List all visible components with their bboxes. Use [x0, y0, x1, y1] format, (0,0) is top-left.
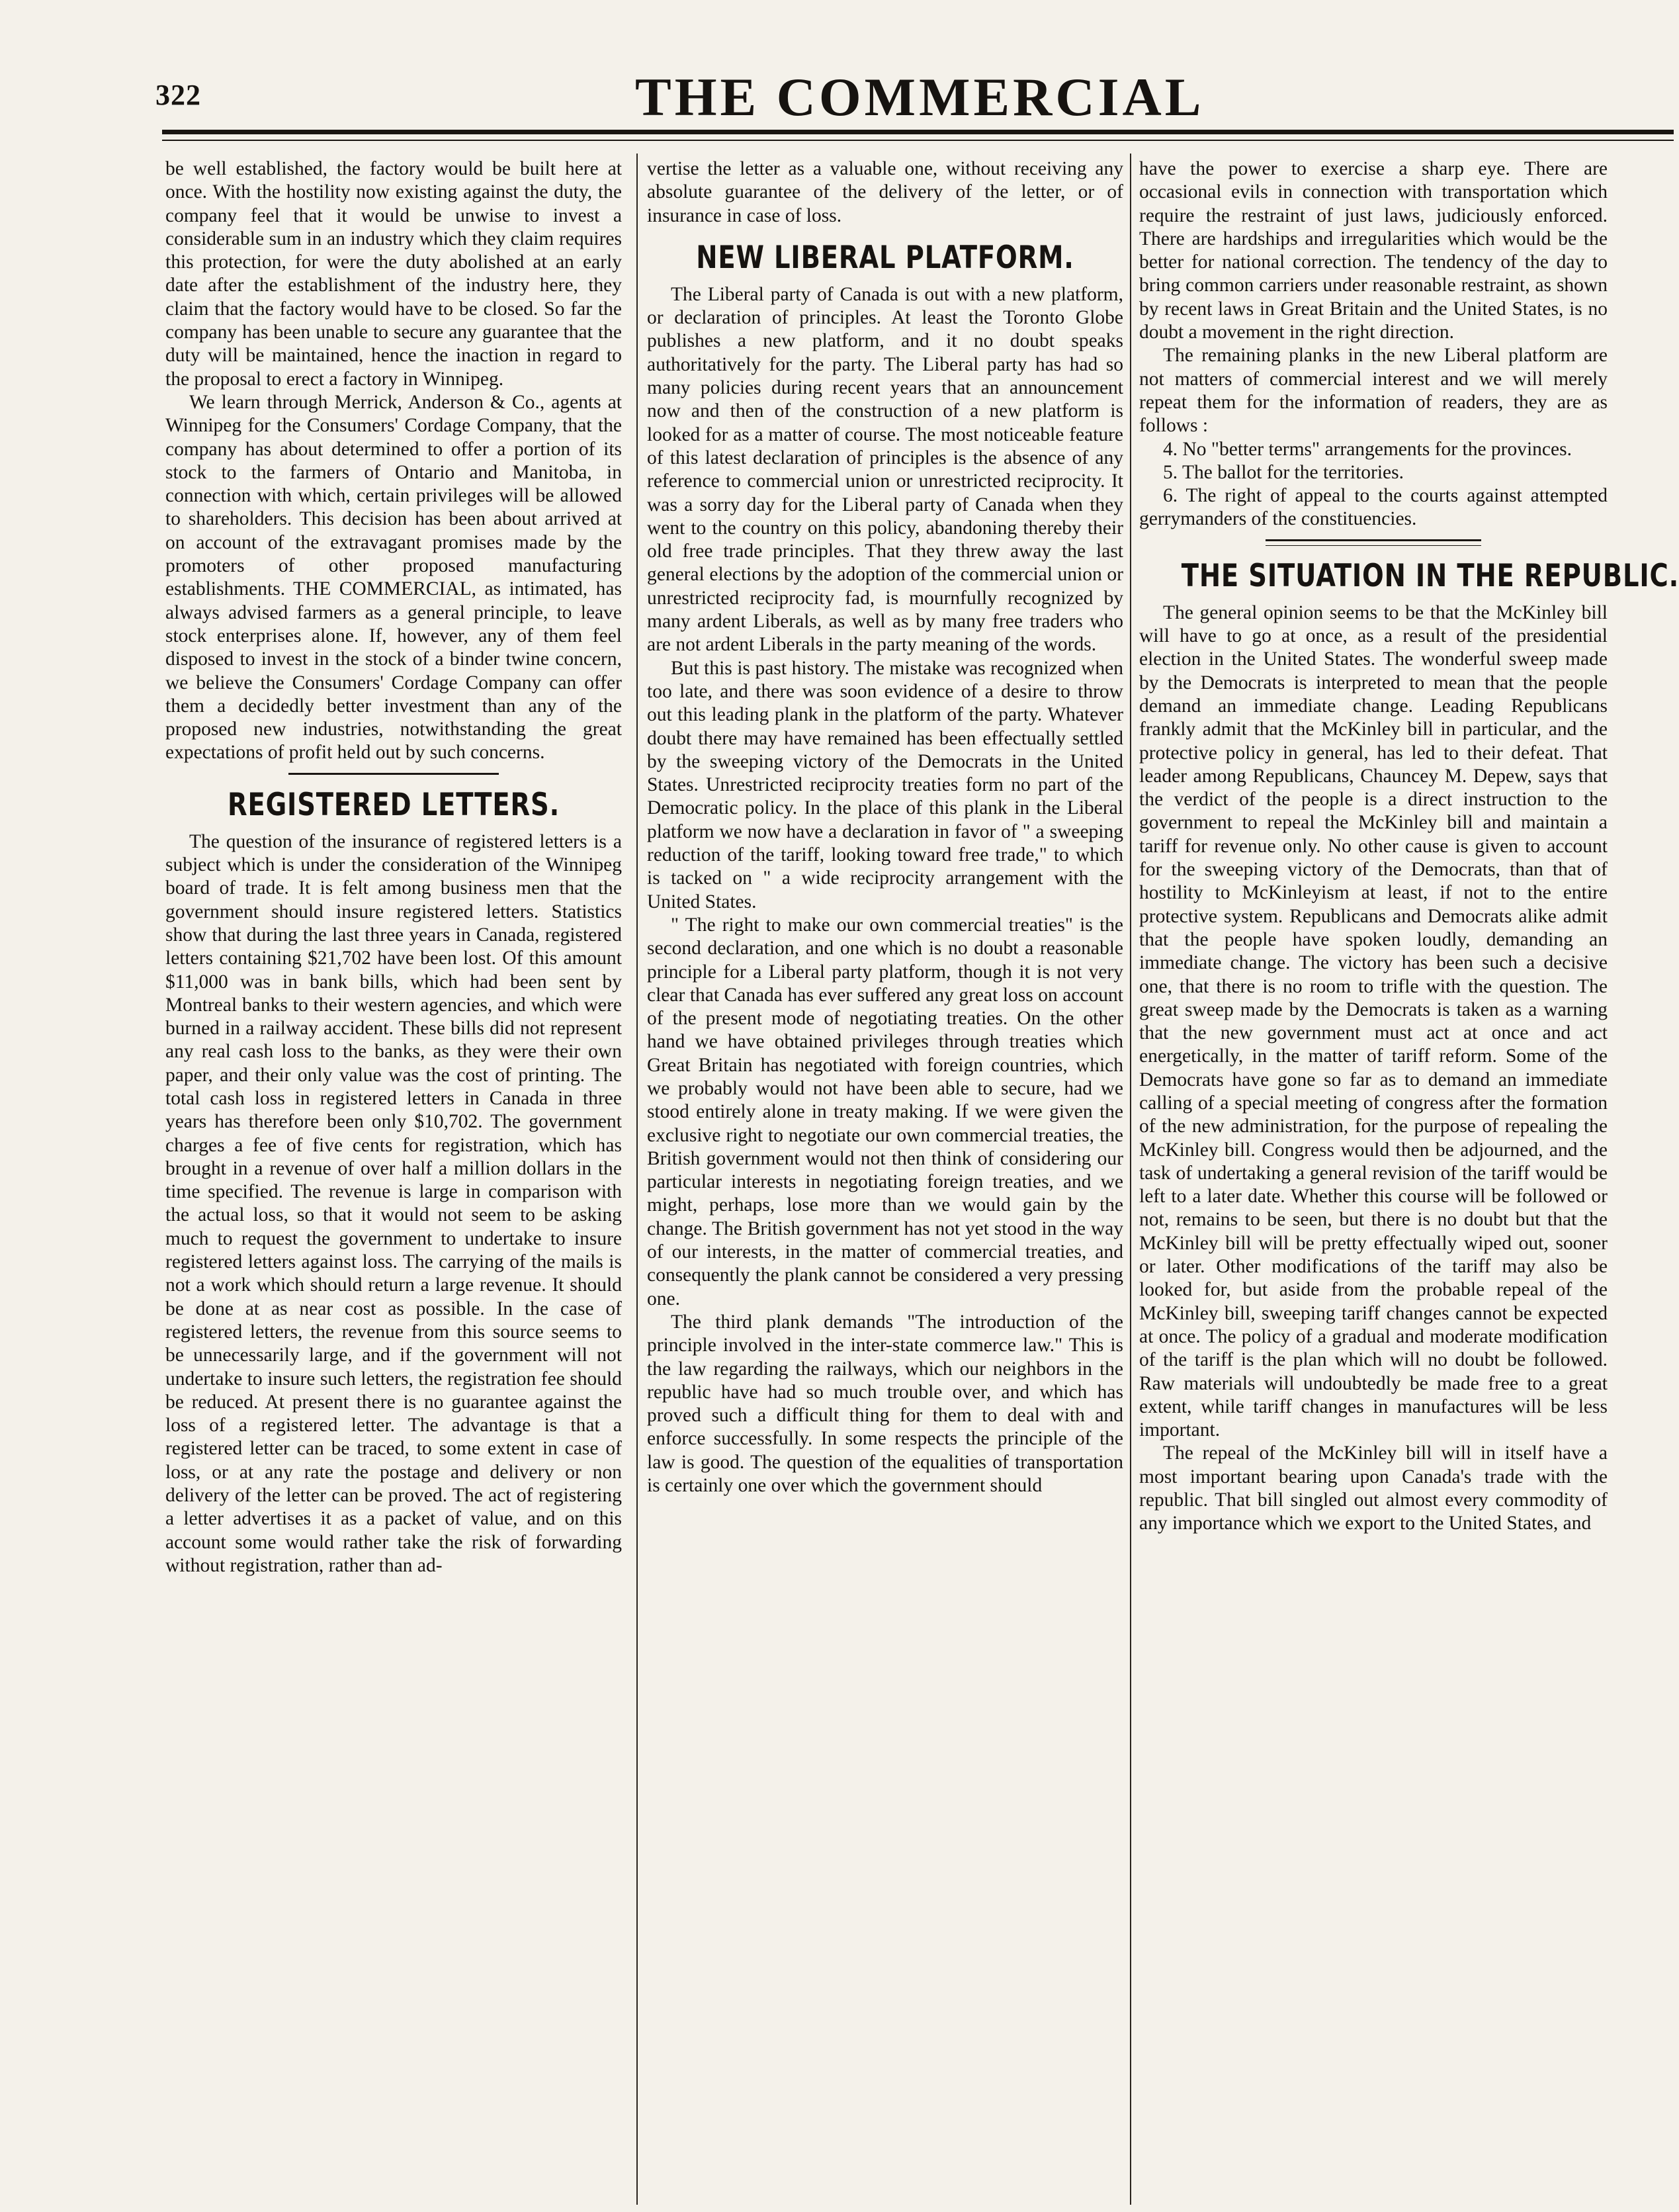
- list-item: 4. No "better terms" arrangements for the provinces.: [1163, 438, 1572, 460]
- article-paragraph: have the power to exercise a sharp eye. There are occasional evils in connection with transportation which require the restraint of just laws, judiciously enforced. There are hardships and irregularities which would be the better for national correction. The tendency of the day to bring common carriers under reasonable restraint, as shown by recent laws in Great Britain and the United States, is no doubt a movement in the right direction.: [1139, 158, 1608, 343]
- article-paragraph: The question of the insurance of registered letters is a subject which is under the consideration of the Winnipeg board of trade. It is felt among business men that the government should insure registered letters. Statistics show that during the last three years in Canada, registered letters containing $21,702 have been lost. Of this amount $11,000 was in bank bills, which had been sent by Montreal banks to their western agencies, and which were burned in a railway accident. These bills did not represent any real cash loss to the banks, as they were their own paper, and their only value was the cost of printing. The total cash loss in registered letters in Canada in three years has therefore been only $10,702. The government charges a fee of five cents for registration, which has brought in a revenue of over half a million dollars in the time specified. The revenue is large in comparison with the actual loss, so that it would not seem to be asking much to request the government to undertake to insure registered letters against loss. The carrying of the mails is not a work which should return a large revenue. It should be done at as near cost as possible. In the case of registered letters, the revenue from this source seems to be unnecessarily large, and if the government will not undertake to insure such letters, the registration fee should be reduced. At present there is no guarantee against the loss of a registered letter. The advantage is that a registered letter can be traced, to some extent in case of loss, or at any rate the postage and delivery or non delivery of the letter can be proved. The act of registering a letter advertises it as a packet of value, and on this account some would rather take the risk of forwarding without registration, rather than ad-: [165, 830, 622, 1576]
- column-divider: [1130, 154, 1131, 2205]
- section-divider-thin: [1266, 545, 1481, 546]
- column-divider: [636, 154, 638, 2205]
- article-paragraph: be well established, the factory would be built here at once. With the hostility now existing against the duty, the company feel that it would be unwise to invest a considerable sum in an industry which they claim requires this protection, for were the duty abolished at an early date after the establishment of the industry here, they claim that the factory would have to be closed. So far the company has been unable to secure any guarantee that the duty will be maintained, hence the inaction in regard to the proposal to erect a factory in Winnipeg.: [165, 158, 622, 390]
- article-paragraph: We learn through Merrick, Anderson & Co., agents at Winnipeg for the Consumers' Cordage Company, that the company has about determined to offer a portion of its stock to the farmers of Ontario and Manitoba, in connection with which, certain privileges will be allowed to shareholders. This decision has been about arrived at on account of the extravagant promises made by the promoters of other proposed manufacturing establishments. THE COMMERCIAL, as intimated, has always advised farmers as a general principle, to leave stock enterprises alone. If, however, any of them feel disposed to invest in the stock of a binder twine concern, we believe the Consumers' Cordage Company can offer them a decidedly better investment than any of the proposed new industries, notwithstanding the great expectations of profit held out by such concerns.: [165, 391, 622, 764]
- article-paragraph: The general opinion seems to be that the McKinley bill will have to go at once, as a result of the presidential election in the United States. The wonderful sweep made by the Democrats is interpreted to mean that the people demand an immediate change. Leading Republicans frankly admit that the McKinley bill in particular, and the protective policy in general, has led to their defeat. That leader among Republicans, Chauncey M. Depew, says that the verdict of the people is a direct instruction to the government to repeal the McKinley bill and maintain a tariff for revenue only. No other cause is given to account for the sweeping victory of the Democrats, than that of hostility to McKinleyism at least, if not to the entire protective system. Republicans and Democrats alike admit that the people have spoken loudly, demanding an immediate change. The victory has been such a decisive one, that there is no room to trifle with the question. The great sweep made by the Democrats is taken as a warning that the new government must act at once and act energetically, in the matter of tariff reform. Some of the Democrats have gone so far as to demand an immediate calling of a special meeting of congress after the formation of the new administration, for the purpose of repealing the McKinley bill. Congress would then be adjourned, and the task of undertaking a general revision of the tariff would be left to a later date. Whether this course will be followed or not, remains to be seen, but there is no doubt but that the McKinley bill will be pretty effectually wiped out, sooner or later. Other modifications of the tariff may also be looked for, but aside from the probable repeal of the McKinley bill, sweeping tariff changes cannot be expected at once. The policy of a gradual and moderate modification of the tariff is the plan which will no doubt be followed. Raw materials will undoubtedly be made free to a great extent, while tariff changes in manufactures will be less important.: [1139, 601, 1608, 1441]
- column-2: [647, 157, 1123, 2202]
- article-paragraph: The repeal of the McKinley bill will in itself have a most important bearing upon Canada's trade with the republic. That bill singled out almost every commodity of any importance which we export to the United States, and: [1139, 1442, 1608, 1534]
- article-paragraph: But this is past history. The mistake was recognized when too late, and there was soon evidence of a desire to throw out this leading plank in the platform of the party. Whatever doubt there may have remained has been effectually settled by the sweeping victory of the Democrats in the United States. Unrestricted reciprocity treaties form no part of the Democratic policy. In the place of this plank in the Liberal platform we now have a declaration in favor of " a sweeping reduction of the tariff, looking toward free trade," to which is tacked on " a wide reciprocity arrangement with the United States.: [647, 657, 1123, 912]
- article-paragraph: The remaining planks in the new Liberal platform are not matters of commercial interest and we will merely repeat them for the information of readers, they are as follows :: [1139, 345, 1608, 437]
- header-rule-thin: [162, 140, 1674, 141]
- page-number: 322: [155, 79, 201, 111]
- header-rule: [162, 130, 1674, 134]
- list-item: 5. The ballot for the territories.: [1163, 461, 1404, 483]
- headline-new-liberal-platform: NEW LIBERAL PLATFORM.: [696, 239, 1074, 276]
- section-divider: [288, 773, 498, 775]
- article-paragraph: vertise the letter as a valuable one, without receiving any absolute guarantee of the delivery of the letter, or of insurance in case of loss.: [647, 158, 1123, 226]
- headline-registered-letters: REGISTERED LETTERS.: [227, 786, 560, 823]
- article-paragraph: " The right to make our own commercial treaties" is the second declaration, and one which is no doubt a reasonable principle for a Liberal party platform, though it is not very clear that Canada has ever suffered any great loss on account of the present mode of negotiating treaties. On the other hand we have obtained privileges through treaties which Great Britain has negotiated with foreign countries, which we probably would not have been able to secure, had we stood entirely alone in treaty making. If we were given the exclusive right to negotiate our own commercial treaties, the British government would not then think of considering our particular interests in negotiating foreign treaties, and we might, perhaps, lose more than we would gain by the change. The British government has not yet stood in the way of our interests, in the matter of commercial treaties, and consequently the plank cannot be considered a very pressing one.: [647, 914, 1123, 1309]
- headline-situation-in-republic: THE SITUATION IN THE REPUBLIC.: [1181, 557, 1679, 594]
- masthead-title: THE COMMERCIAL: [635, 67, 1205, 127]
- list-item: 6. The right of appeal to the courts against attempted gerrymanders of the constituencies.: [1139, 485, 1608, 530]
- column-3: [1139, 157, 1679, 2202]
- section-divider: [1266, 539, 1481, 541]
- page-header: [0, 0, 1657, 132]
- article-paragraph: The third plank demands "The introduction of the principle involved in the inter-state commerce law." This is the law regarding the railways, which our neighbors in the republic have had so much trouble over, and which has proved such a difficult thing for them to deal with and enforce successfully. In some respects the principle of the law is good. The question of the equalities of transportation is certainly one over which the government should: [647, 1311, 1123, 1497]
- article-paragraph: The Liberal party of Canada is out with a new platform, or declaration of principles. At least the Toronto Globe publishes a new platform, and it no doubt speaks authoritatively for the party. The Liberal party has had so many policies during recent years that an announcement now and then of the construction of a new platform is looked for as a matter of course. The most noticeable feature of this latest declaration of principles is the absence of any reference to commercial union or unrestricted reciprocity. It was a sorry day for the Liberal party of Canada when they went to the country on this policy, abandoning thereby their old free trade principles. That they threw away the last general elections by the adoption of the commercial union or unrestricted reciprocity fad, is mournfully recognized by many ardent Liberals, as well as by many free traders who are not ardent Liberals in the party meaning of the words.: [647, 283, 1123, 656]
- column-1: [165, 157, 622, 2202]
